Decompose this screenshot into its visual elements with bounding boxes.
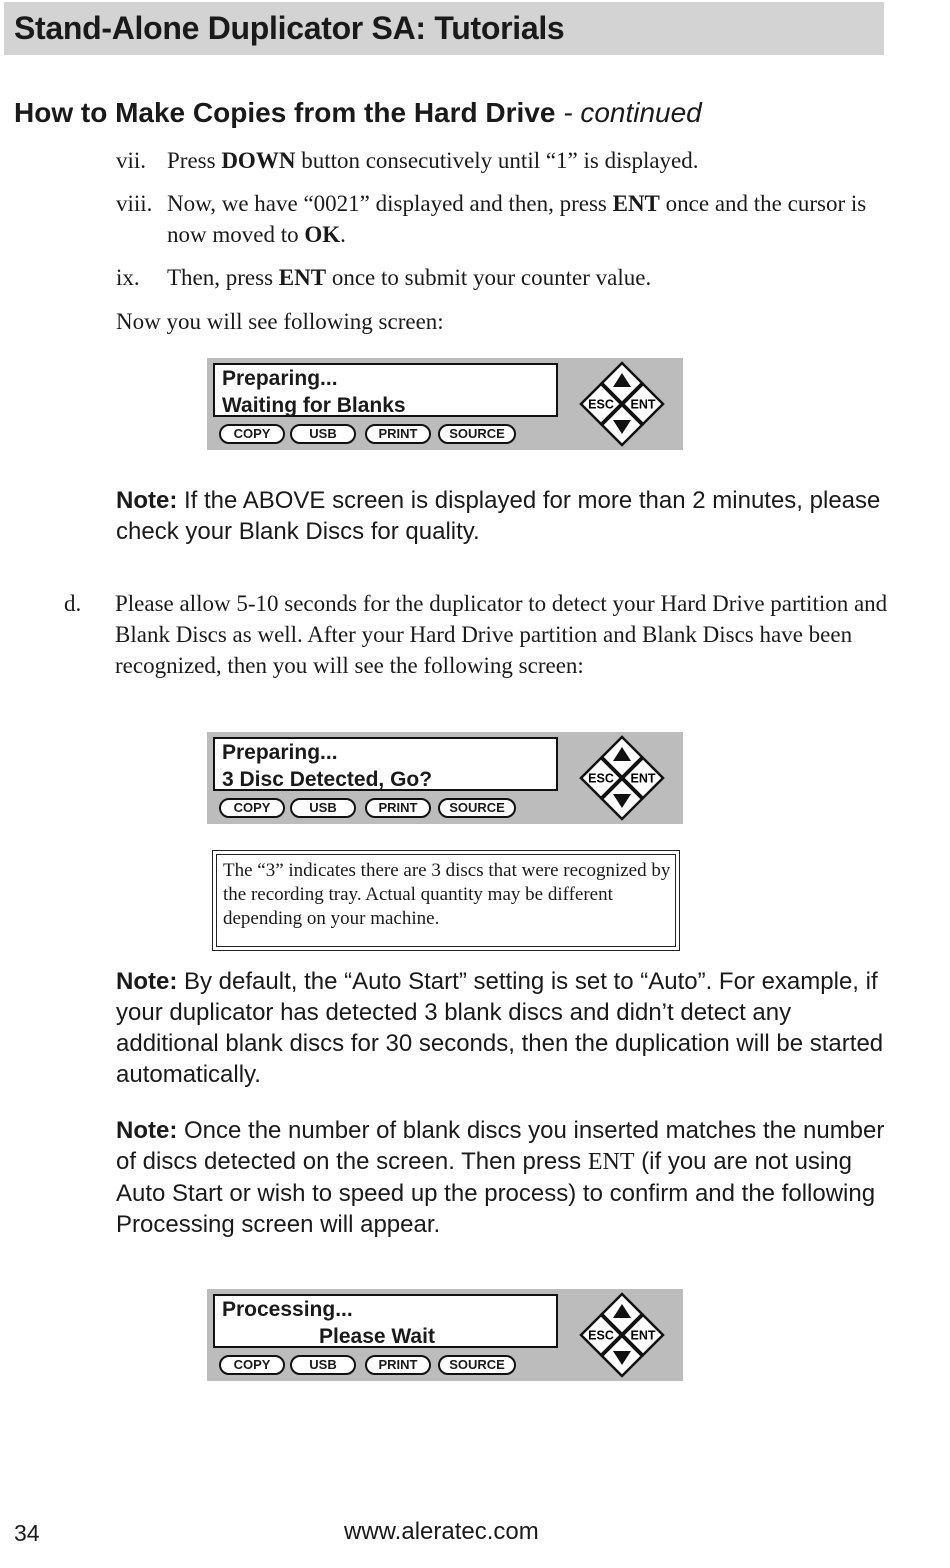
source-button[interactable]: SOURCE [438,798,516,818]
header-bar [4,2,884,55]
esc-key-label: ESC [588,771,614,786]
lcd-screen [213,1294,558,1348]
step-text: Then, press ENT once to submit your counter value. [167,265,652,290]
keypad-icon[interactable] [579,735,665,821]
lcd-line-2: Please Wait [319,1325,435,1348]
lcd-line-1: Preparing... [222,367,338,390]
lcd-line-2: Waiting for Blanks [222,394,406,417]
ent-key-label: ENT [630,1328,656,1343]
step-d [64,588,894,681]
ent-key-text: ENT [587,1149,635,1175]
section-heading-text: How to Make Copies from the Hard Drive [14,97,556,128]
print-button[interactable]: PRINT [365,1355,431,1375]
note-auto-start: Note: By default, the “Auto Start” setting is set to “Auto”. For example, if your duplicator has detected 3 blank discs and didn’t detect any additional blank discs for 30 seconds, then the duplication will be started automatically. [116,968,884,1088]
step-number: viii. [116,191,153,216]
note-blank-discs: Note: If the ABOVE screen is displayed for more than 2 minutes, please check your Blank Discs for quality. [116,487,881,545]
keypad-icon[interactable] [579,361,665,447]
note-label: Note: [116,968,178,995]
section-heading [14,97,702,129]
source-button[interactable]: SOURCE [438,1355,516,1375]
usb-button[interactable]: USB [290,1355,356,1375]
esc-key-label: ESC [588,1328,614,1343]
lcd-panel-processing [207,1289,683,1381]
lcd-panel-preparing-detected [207,732,683,824]
section-heading-suffix: - continued [555,97,702,128]
callout-text: The “3” indicates there are 3 discs that were recognized by the recording tray. Actual quantity may be different depending on your machine. [223,860,671,929]
intro-screen-text: Now you will see following screen: [116,309,444,334]
copy-button[interactable]: COPY [219,1355,285,1375]
step-number: ix. [116,265,140,290]
source-button[interactable]: SOURCE [438,424,516,444]
page-number: 34 [14,1520,40,1546]
step-number: vii. [116,148,147,173]
lcd-line-1: Processing... [222,1298,353,1321]
keypad-icon[interactable] [579,1292,665,1378]
step-text: Press DOWN button consecutively until “1” is displayed. [167,148,699,173]
lcd-screen [213,737,558,791]
footer-url[interactable]: www.aleratec.com [344,1518,539,1545]
ent-key-label: ENT [630,397,656,412]
lcd-line-1: Preparing... [222,741,338,764]
esc-key-label: ESC [588,397,614,412]
callout-box [212,850,680,951]
copy-button[interactable]: COPY [219,424,285,444]
step-ix [116,262,876,293]
print-button[interactable]: PRINT [365,798,431,818]
usb-button[interactable]: USB [290,424,356,444]
note-label: Note: [116,1117,178,1144]
copy-button[interactable]: COPY [219,798,285,818]
step-vii [116,145,876,176]
note-label: Note: [116,487,178,514]
lcd-screen [213,363,558,417]
ent-key-label: ENT [630,771,656,786]
note-confirm-ent: Note: Once the number of blank discs you inserted matches the number of discs detected on the screen. Then press ENT (if you are not using Auto Start or wish to speed up the process) to confirm and the following Processing screen will appear. [116,1117,885,1238]
lcd-line-2: 3 Disc Detected, Go? [222,768,433,791]
step-viii [116,188,876,250]
page-title: Stand-Alone Duplicator SA: Tutorials [14,10,565,46]
print-button[interactable]: PRINT [365,424,431,444]
step-text: Please allow 5-10 seconds for the duplicator to detect your Hard Drive partition and Blank Discs as well. After your Hard Drive partition and Blank Discs have been recognized, then you will see the following screen: [115,591,888,678]
step-number: d. [64,591,82,616]
step-text: Now, we have “0021” displayed and then, press ENT once and the cursor is now moved to OK. [167,191,867,247]
usb-button[interactable]: USB [290,798,356,818]
lcd-panel-preparing-waiting [207,358,683,450]
